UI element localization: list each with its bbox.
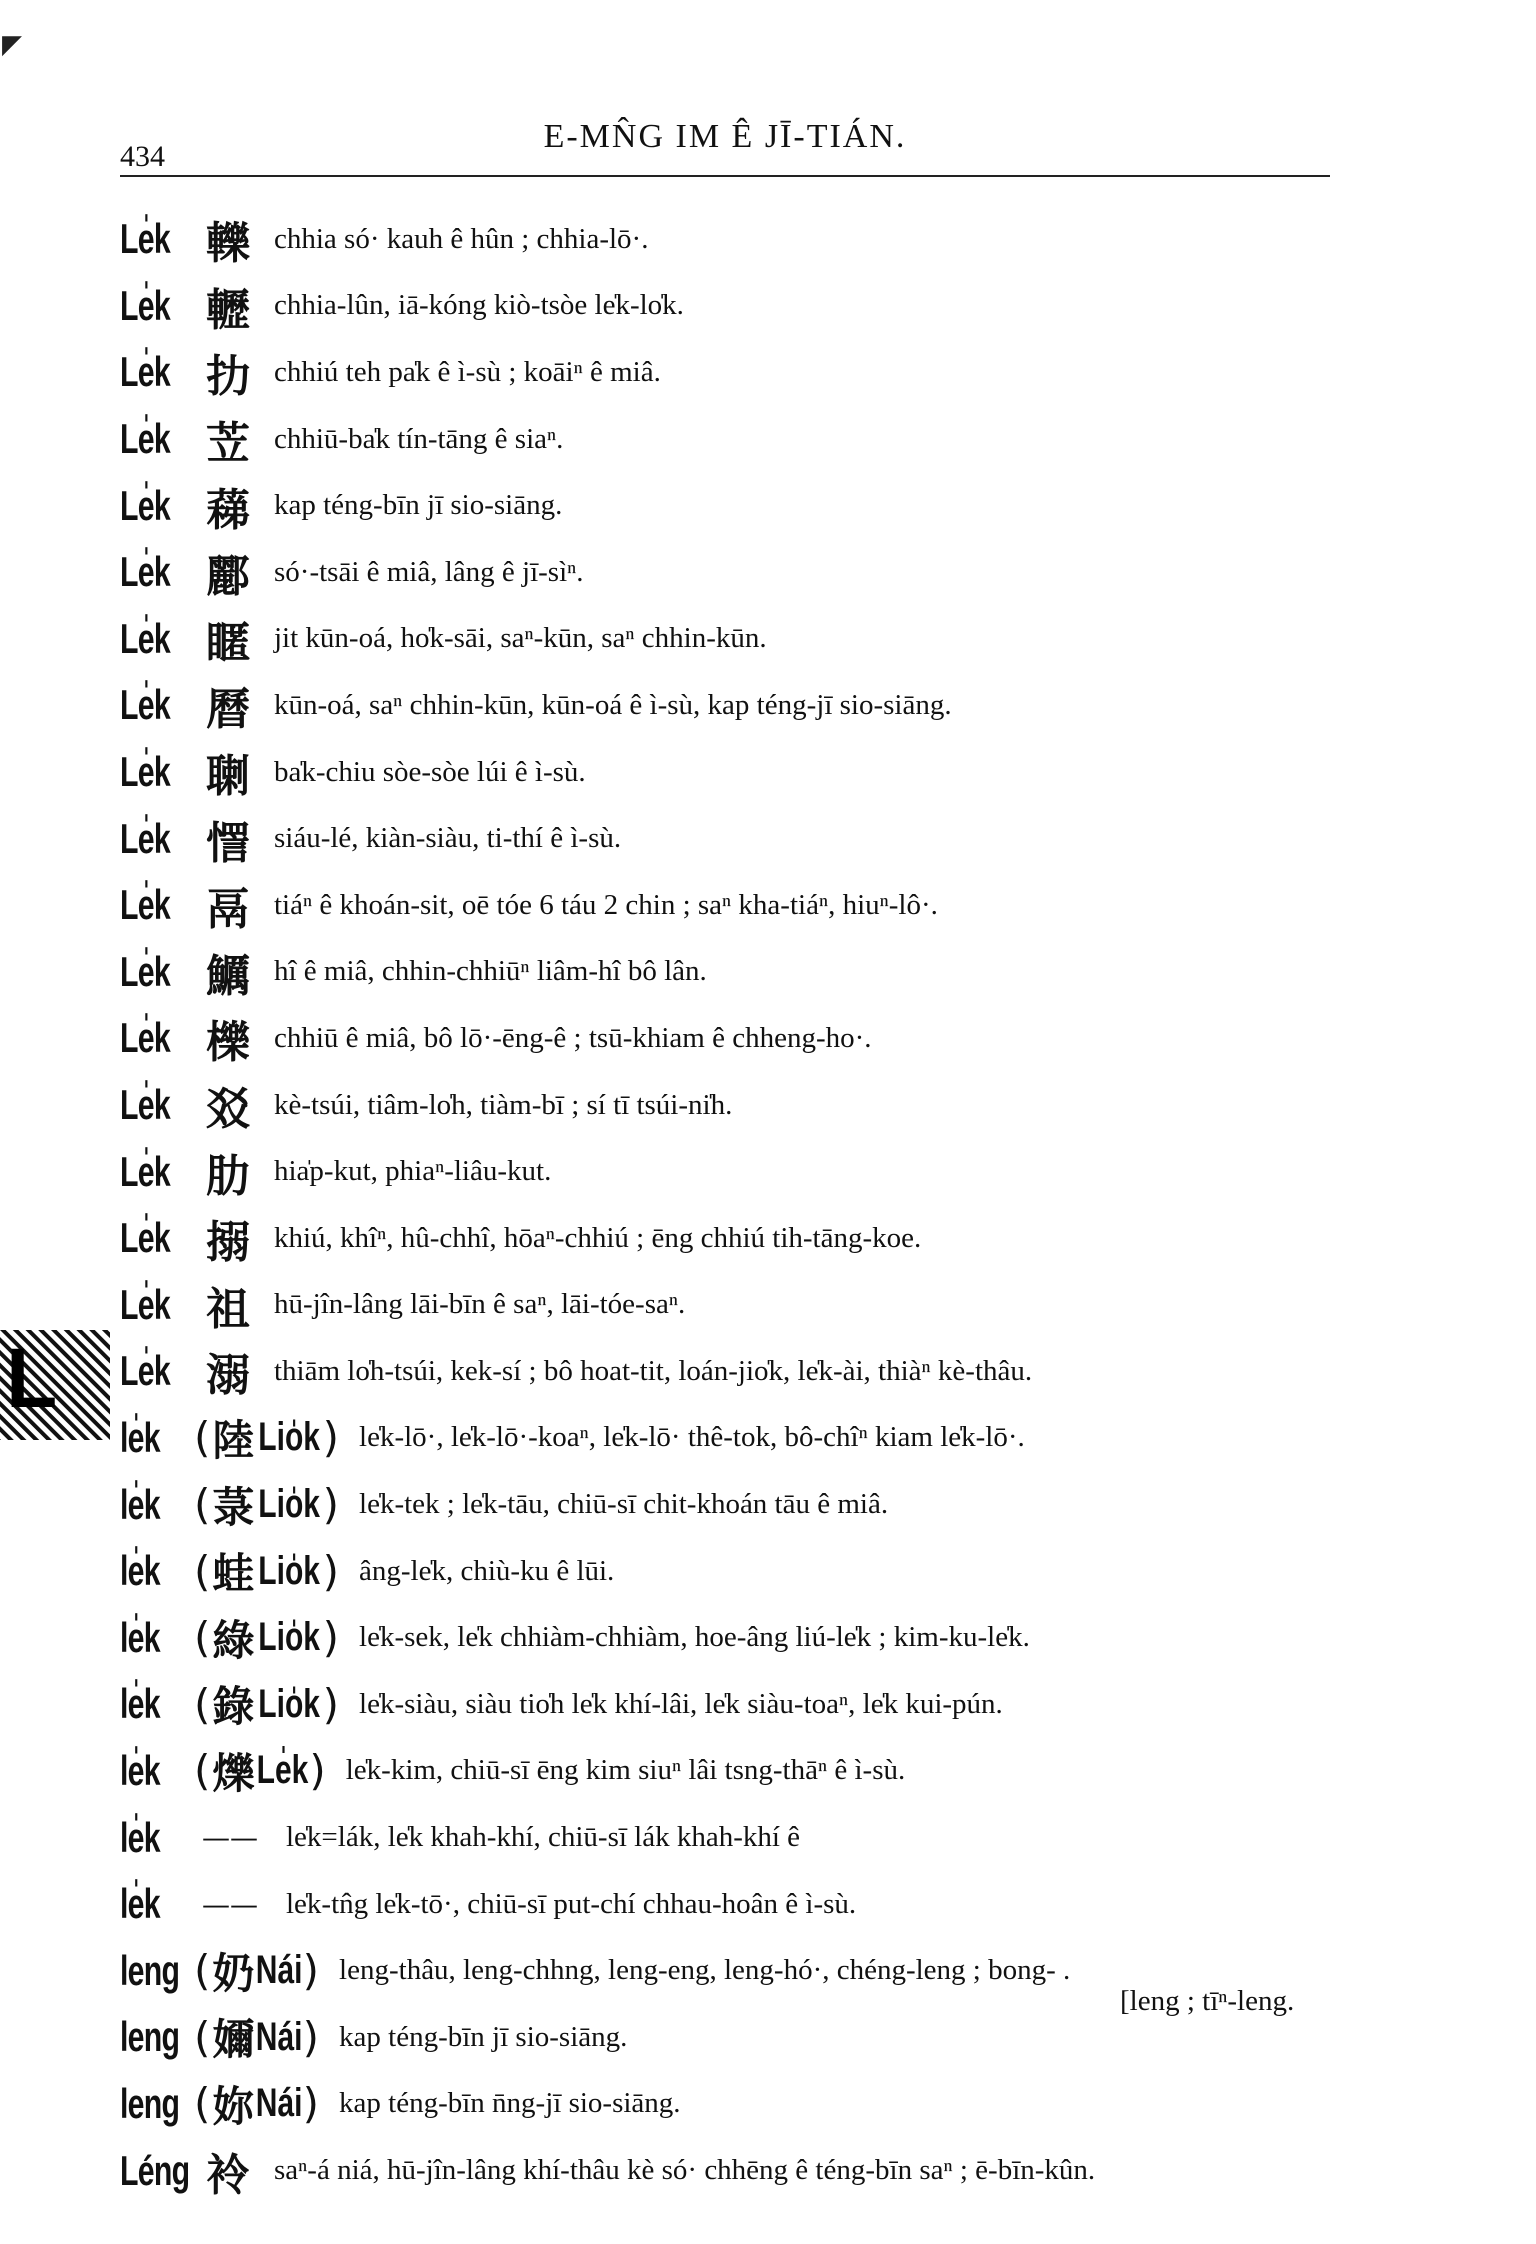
entry-headword: Le̍k: [120, 814, 170, 862]
entry-reading-group: ( 綠 Lio̍k ): [194, 1608, 339, 1668]
entry-dash: ——: [202, 1821, 258, 1855]
dictionary-entry: [120, 206, 1380, 273]
entry-character: 䏀: [206, 751, 250, 803]
dictionary-entry: [120, 1072, 1380, 1139]
page-number: 434: [120, 140, 165, 173]
entry-character: 陸: [212, 1415, 255, 1465]
header-rule: [120, 175, 1330, 177]
entry-definition: hū-jîn-lâng lāi-bīn ê saⁿ, lāi-tóe-saⁿ.: [274, 1288, 686, 1321]
entry-definition: só·-tsāi ê miâ, lâng ê jī-sìⁿ.: [274, 555, 584, 588]
section-thumb-tab: [0, 1330, 110, 1440]
entry-character: 蛙: [212, 1549, 255, 1599]
entry-definition: chhia só· kauh ê hûn ; chhia-lō·.: [274, 222, 649, 255]
entry-definition: hia̍p-kut, phiaⁿ-liâu-kut.: [274, 1155, 552, 1188]
entry-literary-reading: Le̍k: [257, 1748, 309, 1793]
entry-character: 酈: [206, 551, 250, 603]
dictionary-entry: [120, 1871, 1380, 1938]
dictionary-entry: [120, 805, 1380, 872]
dictionary-entry: [120, 1205, 1380, 1272]
entry-definition: âng-le̍k, chiù-ku ê lūi.: [359, 1554, 615, 1587]
entry-reading-group: ( 菉 Lio̍k ): [194, 1475, 339, 1535]
dictionary-entry: [120, 2071, 1380, 2138]
entry-definition: le̍k-tn̂g le̍k-tō·, chiū-sī put-chí chhau-hoân ê ì-sù.: [286, 1887, 857, 1920]
entry-character: 苙: [206, 418, 250, 470]
dictionary-entry: [120, 406, 1380, 473]
dictionary-entry: [120, 339, 1380, 406]
entry-headword: le̍k: [120, 1680, 160, 1728]
entry-character: 綠: [212, 1615, 255, 1665]
dictionary-entry: [120, 472, 1380, 539]
entry-definition: chhia-lûn, iā-kóng kiò-tsòe le̍k-lo̍k.: [274, 289, 684, 322]
entry-literary-reading: Lio̍k: [258, 1415, 321, 1460]
entry-headword: Le̍k: [120, 681, 170, 729]
entry-literary-reading: Nái: [256, 2014, 303, 2059]
entry-headword: le̍k: [120, 1413, 160, 1461]
entry-headword: le̍k: [120, 1880, 160, 1928]
entry-character: 祖: [206, 1283, 250, 1335]
entry-character: 爍: [212, 1748, 255, 1798]
entry-character: 扐: [206, 351, 250, 403]
entry-headword: le̍k: [120, 1746, 160, 1794]
entry-character: 鱱: [206, 950, 250, 1002]
entry-reading-group: ( 陸 Lio̍k ): [194, 1408, 339, 1468]
entry-definition: le̍k-sek, le̍k chhiàm-chhiàm, hoe-âng liú-le̍k ; kim-ku-le̍k.: [359, 1621, 1030, 1654]
entry-character: 櫟: [206, 1017, 250, 1069]
entry-definition: kap téng-bīn jī sio-siāng.: [274, 489, 563, 522]
entry-headword: Le̍k: [120, 1214, 170, 1262]
entry-definition: kap téng-bīn jī sio-siāng.: [339, 2020, 628, 2053]
entry-headword: Le̍k: [120, 881, 170, 929]
entry-character: 曆: [206, 684, 250, 736]
dictionary-entry: [120, 1671, 1380, 1738]
dictionary-entry: [120, 672, 1380, 739]
entry-headword: Le̍k: [120, 281, 170, 329]
entry-character: 蕛: [206, 484, 250, 536]
entry-definition: le̍k-tek ; le̍k-tāu, chiū-sī chit-khoán tāu ê miâ.: [359, 1488, 889, 1521]
entry-literary-reading: Nái: [256, 1948, 303, 1993]
entry-literary-reading: Lio̍k: [258, 1482, 321, 1527]
entry-headword: Le̍k: [120, 215, 170, 263]
entry-character: 鬲: [206, 884, 250, 936]
page-title: E-MN̂G IM Ê JĪ-TIÁN.: [543, 118, 907, 155]
entry-headword: Le̍k: [120, 1147, 170, 1195]
entry-continuation: [leng ; tīⁿ-leng.: [1120, 1985, 1295, 2018]
entry-character: 袊: [206, 2149, 250, 2201]
entry-definition: chhiū-ba̍k tín-tāng ê siaⁿ.: [274, 422, 564, 455]
entry-literary-reading: Nái: [256, 2081, 303, 2126]
entry-headword: le̍k: [120, 1547, 160, 1595]
entry-definition: leng-thâu, leng-chhng, leng-eng, leng-hó·, chéng-leng ; bong- .: [339, 1954, 1071, 1987]
entry-definition: thiām lo̍h-tsúi, kek-sí ; bô hoat-tit, loán-jio̍k, le̍k-ài, thiàⁿ kè-thâu.: [274, 1354, 1033, 1387]
entry-character: 㸚: [206, 1084, 250, 1136]
entry-definition: kūn-oá, saⁿ chhin-kūn, kūn-oá ê ì-sù, kap téng-jī sio-siāng.: [274, 688, 952, 721]
entry-headword: leng: [120, 2079, 180, 2127]
entry-headword: le̍k: [120, 1480, 160, 1528]
entry-reading-group: ( 奶 Nái ): [194, 1941, 319, 2001]
entry-character: 㦒: [206, 817, 250, 869]
entry-headword: Le̍k: [120, 481, 170, 529]
dictionary-entry: [120, 273, 1380, 340]
entry-character: 轣: [206, 284, 250, 336]
dictionary-entry: [120, 1272, 1380, 1339]
corner-mark: ◤: [2, 30, 22, 60]
entry-reading-group: ( 蛙 Lio̍k ): [194, 1541, 339, 1601]
entry-character: 溺: [206, 1350, 250, 1402]
entry-literary-reading: Lio̍k: [258, 1615, 321, 1660]
dictionary-entry: [120, 539, 1380, 606]
entry-character: 轢: [206, 218, 250, 270]
entry-definition: le̍k-siàu, siàu tio̍h le̍k khí-lâi, le̍k siàu-toaⁿ, le̍k kui-pún.: [359, 1687, 1003, 1720]
dictionary-entry: [120, 2004, 1380, 2071]
entry-definition: khiú, khîⁿ, hû-chhî, hōaⁿ-chhiú ; ēng chhiú tih-tāng-koe.: [274, 1221, 922, 1254]
entry-headword: Le̍k: [120, 748, 170, 796]
dictionary-entry: [120, 1738, 1380, 1805]
entry-character: 搦: [206, 1217, 250, 1269]
entry-definition: hî ê miâ, chhin-chhiūⁿ liâm-hî bô lân.: [274, 955, 707, 988]
entry-definition: le̍k=lák, le̍k khah-khí, chiū-sī lák khah-khí ê: [286, 1821, 801, 1854]
entry-headword: Le̍k: [120, 614, 170, 662]
dictionary-entry: [120, 739, 1380, 806]
entry-definition: jit kūn-oá, ho̍k-sāi, saⁿ-kūn, saⁿ chhin-kūn.: [274, 622, 767, 655]
entry-definition: ba̍k-chiu sòe-sòe lúi ê ì-sù.: [274, 755, 586, 788]
entry-definition: saⁿ-á niá, hū-jîn-lâng khí-thâu kè só· chhēng ê téng-bīn saⁿ ; ē-bīn-kûn.: [274, 2154, 1096, 2187]
dictionary-entry: [120, 1405, 1380, 1472]
entry-definition: tiáⁿ ê khoán-sit, oē tóe 6 táu 2 chin ; saⁿ kha-tiáⁿ, hiuⁿ-lô·.: [274, 888, 938, 921]
entry-headword: le̍k: [120, 1613, 160, 1661]
entry-definition: kè-tsúi, tiâm-lo̍h, tiàm-bī ; sí tī tsúi-ni̍h.: [274, 1088, 733, 1121]
dictionary-entry: [120, 1937, 1380, 2018]
entry-character: 妳: [212, 2081, 255, 2131]
entry-character: 菉: [212, 1482, 255, 1532]
dictionary-entry: [120, 939, 1380, 1006]
entry-reading-group: ( 妳 Nái ): [194, 2074, 319, 2134]
dictionary-entry: [120, 2137, 1380, 2204]
entry-headword: leng: [120, 1946, 180, 1994]
entry-character: 肋: [206, 1150, 250, 1202]
entry-character: 嬭: [212, 2015, 255, 2065]
entry-definition: chhiú teh pa̍k ê ì-sù ; koāiⁿ ê miâ.: [274, 355, 661, 388]
entry-headword: Le̍k: [120, 1081, 170, 1129]
entry-definition: kap téng-bīn n̄ng-jī sio-siāng.: [339, 2087, 681, 2120]
entry-character: 䁥: [206, 617, 250, 669]
page-header: [120, 118, 1330, 178]
section-letter: L: [6, 1331, 58, 1425]
dictionary-entry: [120, 1338, 1380, 1405]
entry-character: 錄: [212, 1682, 255, 1732]
entry-headword: le̍k: [120, 1813, 160, 1861]
dictionary-entry: [120, 1005, 1380, 1072]
entry-character: 奶: [212, 1948, 255, 1998]
entry-headword: Le̍k: [120, 1347, 170, 1395]
dictionary-entries: [120, 206, 1380, 2204]
entry-headword: Le̍k: [120, 1014, 170, 1062]
entry-headword: Le̍k: [120, 415, 170, 463]
dictionary-entry: [120, 1604, 1380, 1671]
entry-literary-reading: Lio̍k: [258, 1548, 321, 1593]
entry-definition: siáu-lé, kiàn-siàu, ti-thí ê ì-sù.: [274, 822, 622, 855]
entry-reading-group: ( 爍 Le̍k ): [194, 1741, 326, 1801]
entry-headword: leng: [120, 2013, 180, 2061]
dictionary-entry: [120, 1471, 1380, 1538]
entry-headword: Le̍k: [120, 947, 170, 995]
entry-definition: le̍k-lō·, le̍k-lō·-koaⁿ, le̍k-lō· thê-tok, bô-chîⁿ kiam le̍k-lō·.: [359, 1421, 1025, 1454]
entry-headword: Le̍k: [120, 548, 170, 596]
dictionary-entry: [120, 872, 1380, 939]
dictionary-entry: [120, 1138, 1380, 1205]
entry-reading-group: ( 錄 Lio̍k ): [194, 1674, 339, 1734]
entry-definition: le̍k-kim, chiū-sī ēng kim siuⁿ lâi tsng-thāⁿ ê ì-sù.: [345, 1754, 906, 1787]
dictionary-entry: [120, 1804, 1380, 1871]
entry-headword: Léng: [120, 2146, 190, 2194]
dictionary-entry: [120, 606, 1380, 673]
entry-headword: Le̍k: [120, 348, 170, 396]
entry-definition: chhiū ê miâ, bô lō·-ēng-ê ; tsū-khiam ê chheng-ho·.: [274, 1021, 872, 1054]
dictionary-entry: [120, 1538, 1380, 1605]
entry-literary-reading: Lio̍k: [258, 1681, 321, 1726]
entry-headword: Le̍k: [120, 1280, 170, 1328]
entry-reading-group: ( 嬭 Nái ): [194, 2007, 319, 2067]
entry-dash: ——: [202, 1887, 258, 1921]
